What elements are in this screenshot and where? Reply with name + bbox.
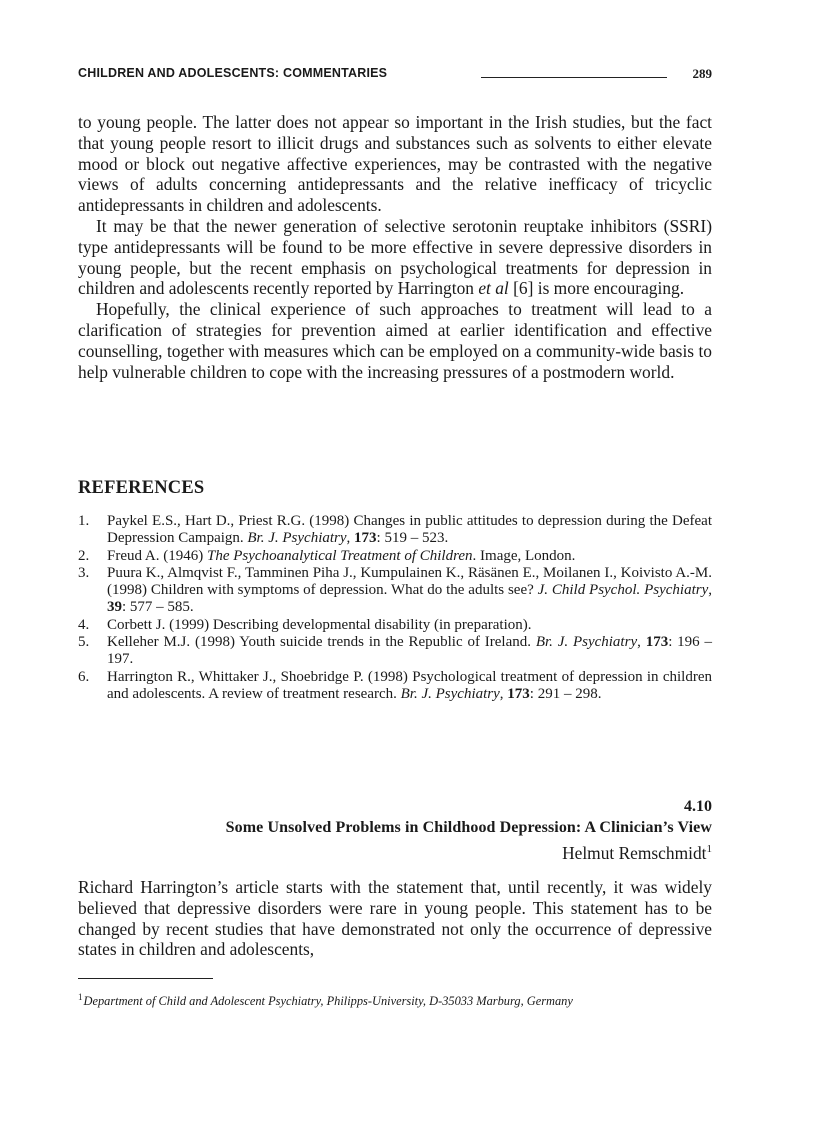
footnote: $^1$Department of Child and Adolescent Psychiatry, Philipps-University, D-35033 Marburg, Germany	[78, 992, 573, 1009]
section-number: 4.10	[684, 798, 712, 815]
reference-item: 6. Harrington R., Whittaker J., Shoebridge P. (1998) Psychological treatment of depression in children and adolescents. A review of treatment research. Br. J. Psychiatry, 173: 291 – 298.	[78, 668, 712, 702]
reference-item: 3. Puura K., Almqvist F., Tamminen Piha J., Kumpulainen K., Räsänen E., Moilanen I., Koivisto A.-M. (1998) Children with symptoms of depression. What do the adults see? J. Child Psychol. Psychiatry, 39: 577 – 585.	[78, 564, 712, 616]
page-number: 289	[692, 66, 712, 81]
author-footnote-marker: 1	[706, 843, 712, 856]
reference-item: 2. Freud A. (1946) The Psychoanalytical Treatment of Children. Image, London.	[78, 547, 576, 564]
body-text	[78, 112, 712, 382]
running-title: CHILDREN AND ADOLESCENTS: COMMENTARIES	[78, 66, 388, 80]
paragraph-2: It may be that the newer generation of selective serotonin reuptake inhibitors (SSRI) type antidepressants will be found to be more effective in severe depressive disorders in young people, but the recent emphasis on psychological treatments for depression in children and adolescents recently reported by Harrington et al [6] is more encouraging.	[78, 215, 712, 299]
references-heading: REFERENCES	[78, 478, 205, 498]
reference-list	[78, 513, 712, 703]
reference-item: 5. Kelleher M.J. (1998) Youth suicide trends in the Republic of Ireland. Br. J. Psychiatry, 173: 196 – 197.	[78, 634, 713, 668]
section-author: Helmut Remschmidt$^1$	[562, 843, 712, 863]
paragraph-1: to young people. The latter does not appear so important in the Irish studies, but the fact that young people resort to illicit drugs and substances such as solvents to either elevate mood or block out negative affective experiences, may be contrasted with the negative views of adults concerning antidepressants and the relative inefficacy of tricyclic antidepressants in children and adolescents.	[78, 112, 712, 216]
running-header	[78, 66, 712, 84]
footnote-rule	[78, 978, 213, 979]
section-body	[78, 877, 712, 960]
header-rule	[481, 77, 667, 78]
section-title: Some Unsolved Problems in Childhood Depression: A Clinician’s View	[225, 819, 712, 836]
paragraph-3: Hopefully, the clinical experience of such approaches to treatment will lead to a clarification of strategies for prevention aimed at earlier identification and effective counselling, together with measures which can be employed on a community-wide basis to help vulnerable children to cope with the increasing pressures of a postmodern world.	[78, 299, 712, 382]
reference-item: 1. Paykel E.S., Hart D., Priest R.G. (1998) Changes in public attitudes to depression during the Defeat Depression Campaign. Br. J. Psychiatry, 173: 519 – 523.	[78, 513, 712, 547]
reference-item: 4. Corbett J. (1999) Describing developmental disability (in preparation).	[78, 616, 532, 633]
section-paragraph-1: Richard Harrington’s article starts with the statement that, until recently, it was widely believed that depressive disorders were rare in young people. This statement has to be changed by recent studies that have demonstrated not only the occurrence of depressive states in children and adolescents,	[78, 877, 712, 960]
